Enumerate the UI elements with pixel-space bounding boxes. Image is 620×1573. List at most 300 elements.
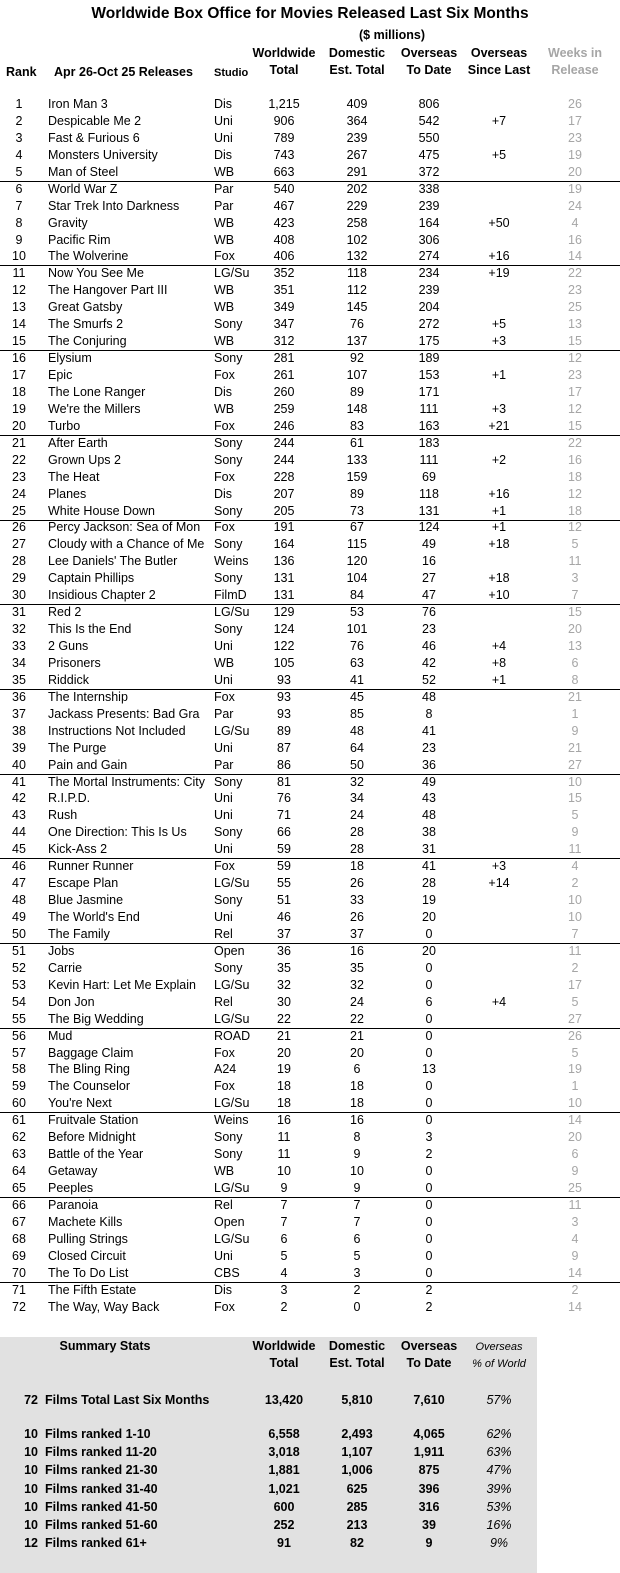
rank-cell: 12 <box>12 283 26 298</box>
studio-cell: Par <box>214 757 234 772</box>
overseas-cell: 49 <box>422 774 436 789</box>
title-cell: The Wolverine <box>48 249 129 264</box>
table-row <box>0 1163 620 1180</box>
table-row <box>0 130 620 147</box>
weeks-cell: 15 <box>568 334 582 349</box>
worldwide-cell: 205 <box>273 503 295 518</box>
table-row <box>0 553 620 570</box>
weeks-cell: 7 <box>571 926 579 941</box>
summary-domestic: 2,493 <box>341 1427 373 1441</box>
rank-cell: 6 <box>15 181 23 196</box>
worldwide-cell: 423 <box>273 215 295 230</box>
domestic-cell: 89 <box>350 486 364 501</box>
overseas-cell: 111 <box>419 401 439 416</box>
worldwide-cell: 11 <box>277 1147 291 1162</box>
summary-worldwide: 1,021 <box>268 1481 300 1496</box>
weeks-cell: 22 <box>568 435 582 450</box>
rank-cell: 35 <box>12 672 26 687</box>
rank-cell: 45 <box>12 842 26 857</box>
overseas-cell: 8 <box>425 706 433 721</box>
studio-cell: Uni <box>214 130 233 145</box>
title-cell: We're the Millers <box>48 401 141 416</box>
table-row <box>0 892 620 909</box>
weeks-cell: 15 <box>568 791 582 806</box>
summary-label: Films ranked 61+ <box>45 1536 147 1551</box>
rank-cell: 44 <box>12 825 26 840</box>
table-row <box>0 147 620 164</box>
overseas-since-cell: +21 <box>488 418 510 433</box>
overseas-cell: 49 <box>422 537 436 552</box>
title-cell: You're Next <box>48 1096 112 1111</box>
worldwide-cell: 18 <box>277 1079 291 1094</box>
rank-cell: 8 <box>15 215 23 230</box>
table-row <box>0 1028 620 1045</box>
weeks-cell: 12 <box>568 520 582 535</box>
weeks-cell: 1 <box>571 706 579 721</box>
studio-cell: LG/Su <box>214 605 250 620</box>
table-row <box>0 1045 620 1062</box>
worldwide-cell: 20 <box>277 1045 291 1060</box>
studio-cell: Fox <box>214 1299 235 1314</box>
studio-cell: Fox <box>214 689 235 704</box>
title-cell: Before Midnight <box>48 1130 136 1145</box>
summary-total-count: 72 <box>24 1393 38 1407</box>
weeks-cell: 27 <box>568 1011 582 1026</box>
worldwide-cell: 9 <box>280 1181 288 1195</box>
studio-cell: Fox <box>214 859 235 874</box>
studio-cell: Dis <box>214 384 233 399</box>
worldwide-cell: 86 <box>277 757 291 772</box>
weeks-cell: 2 <box>571 960 579 975</box>
header-weeks <box>540 45 610 79</box>
rank-cell: 29 <box>12 571 26 586</box>
title-cell: Peeples <box>48 1181 94 1195</box>
title-cell: Kick-Ass 2 <box>48 842 108 857</box>
overseas-cell: 118 <box>419 486 439 501</box>
summary-row <box>0 1444 537 1461</box>
worldwide-cell: 18 <box>277 1096 291 1111</box>
title-cell: Blue Jasmine <box>48 893 124 908</box>
worldwide-cell: 260 <box>273 384 295 399</box>
worldwide-cell: 66 <box>277 825 291 840</box>
summary-pct: 9% <box>489 1536 509 1551</box>
title-cell: Pulling Strings <box>48 1231 128 1246</box>
worldwide-cell: 406 <box>273 249 295 264</box>
title-cell: Percy Jackson: Sea of Mon <box>48 520 201 535</box>
weeks-cell: 18 <box>568 503 582 518</box>
title-cell: Closed Circuit <box>48 1248 126 1263</box>
worldwide-cell: 59 <box>277 842 291 857</box>
domestic-cell: 76 <box>350 317 364 332</box>
header-domestic-line1: Domestic <box>328 46 386 60</box>
domestic-cell: 10 <box>350 1164 364 1179</box>
domestic-cell: 21 <box>350 1028 364 1043</box>
rank-cell: 31 <box>12 605 26 620</box>
studio-cell: LG/Su <box>214 1096 250 1111</box>
domestic-cell: 9 <box>353 1147 361 1162</box>
summary-row <box>0 1462 537 1479</box>
overseas-cell: 0 <box>425 1231 433 1246</box>
rank-cell: 38 <box>12 723 26 738</box>
worldwide-cell: 136 <box>273 554 295 569</box>
summary-domestic: 1,107 <box>341 1445 373 1460</box>
title-cell: Carrie <box>48 960 83 975</box>
overseas-cell: 0 <box>425 1011 433 1026</box>
title-cell: The Fifth Estate <box>48 1282 137 1297</box>
weeks-cell: 5 <box>571 808 579 823</box>
overseas-since-cell: +14 <box>488 876 510 891</box>
worldwide-cell: 81 <box>277 774 291 789</box>
title-cell: Iron Man 3 <box>48 97 108 111</box>
rank-cell: 68 <box>12 1231 26 1246</box>
studio-cell: Sony <box>214 960 243 975</box>
summary-total-worldwide: 13,420 <box>264 1393 304 1407</box>
weeks-cell: 12 <box>568 401 582 416</box>
domestic-cell: 84 <box>350 588 364 603</box>
worldwide-cell: 93 <box>277 706 291 721</box>
rank-cell: 13 <box>12 300 26 315</box>
title-cell: Machete Kills <box>48 1214 123 1229</box>
worldwide-cell: 105 <box>273 655 295 670</box>
rank-cell: 33 <box>12 639 26 653</box>
table-row <box>0 960 620 977</box>
weeks-cell: 10 <box>568 1096 582 1111</box>
studio-cell: LG/Su <box>214 1231 250 1246</box>
table-row <box>0 350 620 367</box>
studio-cell: WB <box>214 300 235 315</box>
summary-domestic: 82 <box>350 1536 364 1551</box>
title-cell: Insidious Chapter 2 <box>48 588 156 603</box>
summary-overseas: 1,911 <box>413 1445 445 1460</box>
group-divider <box>0 858 620 859</box>
overseas-since-cell: +5 <box>491 147 507 162</box>
worldwide-cell: 36 <box>277 943 291 958</box>
group-divider <box>0 943 620 944</box>
table-row <box>0 909 620 926</box>
studio-cell: Uni <box>214 740 233 755</box>
domestic-cell: 16 <box>350 1113 364 1128</box>
title-cell: The Lone Ranger <box>48 384 146 399</box>
overseas-cell: 76 <box>422 605 436 620</box>
summary-pct: 16% <box>486 1518 512 1532</box>
studio-cell: CBS <box>214 1265 240 1280</box>
overseas-cell: 0 <box>425 1028 433 1043</box>
overseas-since-cell: +16 <box>488 249 510 264</box>
header-worldwide <box>252 45 316 79</box>
domestic-cell: 64 <box>350 740 364 755</box>
title-cell: Paranoia <box>48 1197 99 1212</box>
domestic-cell: 115 <box>347 537 367 552</box>
studio-cell: Dis <box>214 1282 233 1297</box>
summary-total-label: Films Total Last Six Months <box>45 1393 210 1407</box>
title-cell: Fruitvale Station <box>48 1113 139 1128</box>
summary-row <box>0 1426 537 1443</box>
table-row <box>0 689 620 706</box>
summary-domestic: 213 <box>346 1518 368 1532</box>
rank-cell: 59 <box>12 1079 26 1094</box>
overseas-cell: 306 <box>418 232 440 247</box>
studio-cell: WB <box>214 164 235 179</box>
worldwide-cell: 55 <box>277 876 291 891</box>
title-cell: Instructions Not Included <box>48 723 186 738</box>
domestic-cell: 18 <box>350 859 364 874</box>
overseas-cell: 0 <box>425 1096 433 1111</box>
domestic-cell: 35 <box>350 960 364 975</box>
overseas-cell: 274 <box>418 249 440 264</box>
summary-pct: 47% <box>486 1463 512 1478</box>
table-row <box>0 824 620 841</box>
table-row <box>0 587 620 604</box>
rank-cell: 53 <box>12 977 26 992</box>
table-row <box>0 486 620 503</box>
overseas-cell: 31 <box>422 842 436 857</box>
worldwide-cell: 89 <box>277 723 291 738</box>
overseas-since-cell: +1 <box>491 672 507 687</box>
studio-cell: LG/Su <box>214 1011 250 1026</box>
weeks-cell: 9 <box>571 723 579 738</box>
summary-row <box>0 1517 537 1534</box>
title-cell: Turbo <box>48 418 81 433</box>
title-cell: Kevin Hart: Let Me Explain <box>48 977 196 992</box>
table-row <box>0 1180 620 1197</box>
table-row <box>0 858 620 875</box>
summary-header-domestic <box>322 1338 392 1372</box>
table-row <box>0 299 620 316</box>
box-office-table <box>0 96 620 1316</box>
overseas-cell: 28 <box>422 876 436 891</box>
domestic-cell: 267 <box>346 147 368 162</box>
overseas-cell: 48 <box>422 808 436 823</box>
table-row <box>0 1299 620 1316</box>
studio-cell: WB <box>214 1164 235 1179</box>
weeks-cell: 20 <box>568 1130 582 1145</box>
studio-cell: Uni <box>214 808 233 823</box>
domestic-cell: 120 <box>346 554 368 569</box>
table-row <box>0 672 620 689</box>
table-row <box>0 435 620 452</box>
summary-count: 10 <box>24 1499 38 1514</box>
worldwide-cell: 59 <box>277 859 291 874</box>
rank-cell: 46 <box>12 859 26 874</box>
rank-cell: 10 <box>12 249 26 264</box>
domestic-cell: 76 <box>350 639 364 653</box>
summary-pct: 62% <box>486 1427 512 1441</box>
summary-label: Films ranked 11-20 <box>45 1445 157 1460</box>
title-cell: 2 Guns <box>48 639 89 653</box>
rank-cell: 2 <box>15 113 23 128</box>
overseas-cell: 234 <box>418 266 440 281</box>
domestic-cell: 73 <box>350 503 364 518</box>
studio-cell: Rel <box>214 926 233 941</box>
weeks-cell: 23 <box>568 130 582 145</box>
weeks-cell: 20 <box>568 622 582 637</box>
title-cell: One Direction: This Is Us <box>48 825 187 840</box>
worldwide-cell: 351 <box>273 283 295 298</box>
header-overseas-since-line2: Since Last <box>467 63 531 77</box>
worldwide-cell: 312 <box>273 334 295 349</box>
worldwide-cell: 540 <box>273 181 295 196</box>
title-cell: Star Trek Into Darkness <box>48 198 180 213</box>
domestic-cell: 48 <box>350 723 364 738</box>
overseas-cell: 0 <box>425 1181 433 1195</box>
studio-cell: Uni <box>214 1248 233 1263</box>
worldwide-cell: 244 <box>273 452 295 467</box>
summary-overseas: 4,065 <box>413 1427 445 1441</box>
domestic-cell: 6 <box>353 1231 361 1246</box>
overseas-cell: 2 <box>425 1282 433 1297</box>
weeks-cell: 4 <box>571 215 579 230</box>
worldwide-cell: 32 <box>277 977 291 992</box>
title-cell: Riddick <box>48 672 89 687</box>
overseas-cell: 2 <box>425 1299 433 1314</box>
title-cell: The Big Wedding <box>48 1011 144 1026</box>
rank-cell: 72 <box>12 1299 26 1314</box>
studio-cell: WB <box>214 232 235 247</box>
studio-cell: Uni <box>214 842 233 857</box>
overseas-cell: 0 <box>425 1197 433 1212</box>
worldwide-cell: 191 <box>273 520 295 535</box>
studio-cell: WB <box>214 283 235 298</box>
weeks-cell: 6 <box>571 655 579 670</box>
overseas-cell: 0 <box>425 926 433 941</box>
table-header <box>0 45 620 83</box>
worldwide-cell: 11 <box>277 1130 291 1145</box>
overseas-cell: 131 <box>418 503 440 518</box>
weeks-cell: 10 <box>568 893 582 908</box>
studio-cell: LG/Su <box>214 977 250 992</box>
rank-cell: 61 <box>12 1113 26 1128</box>
summary-header-pct-line2: % of World <box>472 1358 526 1370</box>
overseas-cell: 0 <box>425 960 433 975</box>
domestic-cell: 37 <box>350 926 364 941</box>
overseas-cell: 0 <box>425 1045 433 1060</box>
overseas-cell: 124 <box>418 520 440 535</box>
overseas-cell: 163 <box>418 418 440 433</box>
table-row <box>0 994 620 1011</box>
rank-cell: 57 <box>12 1045 26 1060</box>
studio-cell: Sony <box>214 622 243 637</box>
domestic-cell: 364 <box>346 113 368 128</box>
rank-cell: 17 <box>12 368 26 382</box>
title-cell: The To Do List <box>48 1265 129 1280</box>
overseas-cell: 19 <box>422 893 436 908</box>
title-cell: The Way, Way Back <box>48 1299 160 1314</box>
table-row <box>0 774 620 791</box>
overseas-cell: 0 <box>425 1214 433 1229</box>
overseas-cell: 3 <box>425 1130 433 1145</box>
overseas-cell: 239 <box>418 198 440 213</box>
worldwide-cell: 131 <box>273 588 295 603</box>
group-divider <box>0 1028 620 1029</box>
summary-overseas: 396 <box>418 1481 440 1496</box>
title-cell: Man of Steel <box>48 164 119 179</box>
studio-cell: Uni <box>214 639 233 653</box>
summary-label: Films ranked 41-50 <box>45 1499 158 1514</box>
header-overseas-since-line1: Overseas <box>470 46 528 60</box>
weeks-cell: 4 <box>571 859 579 874</box>
studio-cell: FilmD <box>214 588 247 603</box>
worldwide-cell: 467 <box>273 198 295 213</box>
domestic-cell: 3 <box>353 1265 361 1280</box>
table-row <box>0 164 620 181</box>
weeks-cell: 2 <box>571 876 579 891</box>
overseas-cell: 171 <box>418 384 440 399</box>
header-worldwide-line2: Total <box>269 63 299 77</box>
table-row <box>0 841 620 858</box>
table-row <box>0 790 620 807</box>
summary-header-worldwide <box>252 1338 316 1372</box>
rank-cell: 51 <box>12 943 26 958</box>
weeks-cell: 10 <box>568 910 582 924</box>
header-domestic-line2: Est. Total <box>329 63 385 77</box>
worldwide-cell: 10 <box>277 1164 291 1179</box>
group-divider <box>0 1112 620 1113</box>
domestic-cell: 107 <box>346 368 368 382</box>
summary-count: 10 <box>24 1427 38 1441</box>
title-cell: Runner Runner <box>48 859 134 874</box>
weeks-cell: 16 <box>568 232 582 247</box>
table-row <box>0 621 620 638</box>
worldwide-cell: 3 <box>280 1282 288 1297</box>
weeks-cell: 8 <box>571 672 579 687</box>
title-cell: Fast & Furious 6 <box>48 130 140 145</box>
rank-cell: 52 <box>12 960 26 975</box>
table-row <box>0 1282 620 1299</box>
domestic-cell: 118 <box>347 266 367 281</box>
rank-cell: 63 <box>12 1147 26 1162</box>
studio-cell: Sony <box>214 571 243 586</box>
weeks-cell: 18 <box>568 469 582 484</box>
worldwide-cell: 352 <box>273 266 295 281</box>
weeks-cell: 11 <box>568 943 582 958</box>
table-row <box>0 570 620 587</box>
rank-cell: 19 <box>12 401 26 416</box>
domestic-cell: 83 <box>350 418 364 433</box>
group-divider <box>0 350 620 351</box>
domestic-cell: 32 <box>350 977 364 992</box>
summary-overseas: 875 <box>418 1463 440 1478</box>
studio-cell: Uni <box>214 791 233 806</box>
domestic-cell: 89 <box>350 384 364 399</box>
overseas-since-cell: +2 <box>491 452 507 467</box>
table-row <box>0 248 620 265</box>
studio-cell: Sony <box>214 537 243 552</box>
worldwide-cell: 207 <box>273 486 295 501</box>
overseas-cell: 23 <box>422 740 436 755</box>
studio-cell: Open <box>214 1214 245 1229</box>
studio-cell: WB <box>214 215 235 230</box>
rank-cell: 48 <box>12 893 26 908</box>
table-row <box>0 926 620 943</box>
studio-cell: Par <box>214 181 234 196</box>
title-cell: The Hangover Part III <box>48 283 168 298</box>
summary-header-pct <box>466 1339 532 1373</box>
title-cell: Elysium <box>48 351 92 366</box>
table-row <box>0 113 620 130</box>
summary-header-pct-line1: Overseas <box>475 1341 523 1353</box>
title-cell: Jobs <box>48 943 75 958</box>
domestic-cell: 6 <box>353 1062 361 1077</box>
studio-cell: Fox <box>214 249 235 264</box>
title-cell: Jackass Presents: Bad Gra <box>48 706 200 721</box>
rank-cell: 36 <box>12 689 26 704</box>
domestic-cell: 85 <box>350 706 364 721</box>
title-cell: Don Jon <box>48 994 95 1009</box>
overseas-since-cell: +1 <box>491 503 507 518</box>
overseas-since-cell: +4 <box>491 639 507 653</box>
studio-cell: Sony <box>214 351 243 366</box>
worldwide-cell: 6 <box>280 1231 288 1246</box>
